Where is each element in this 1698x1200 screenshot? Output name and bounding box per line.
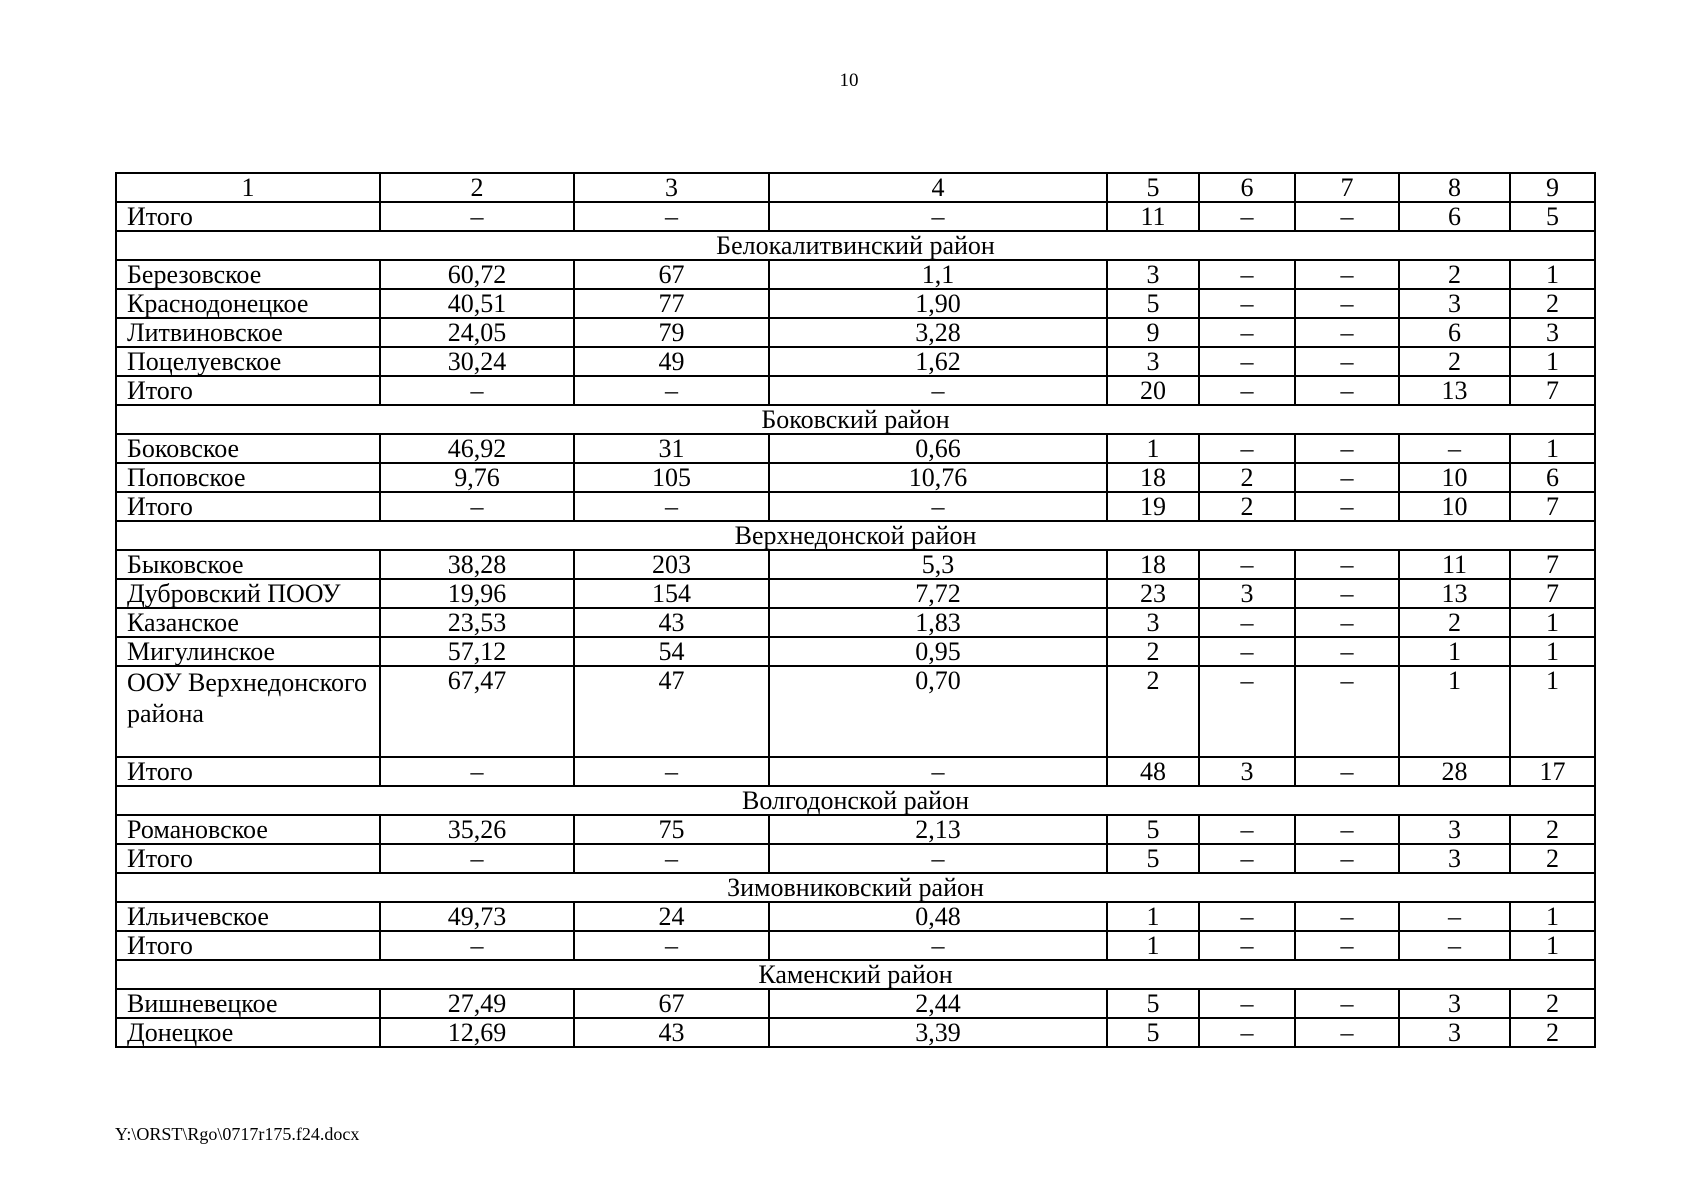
value-cell: –	[1199, 289, 1295, 318]
value-cell: –	[769, 202, 1107, 231]
value-cell: 2	[1107, 666, 1199, 757]
value-cell: 24,05	[380, 318, 574, 347]
value-cell: 18	[1107, 463, 1199, 492]
value-cell: 7	[1510, 376, 1595, 405]
value-cell: –	[1199, 931, 1295, 960]
value-cell: –	[1199, 434, 1295, 463]
value-cell: 1	[1510, 434, 1595, 463]
table-row	[116, 815, 1595, 844]
value-cell: –	[1199, 1018, 1295, 1047]
value-cell: –	[380, 931, 574, 960]
settlement-name-cell: Поцелуевское	[116, 347, 380, 376]
value-cell: 35,26	[380, 815, 574, 844]
value-cell: 7,72	[769, 579, 1107, 608]
value-cell: 0,48	[769, 902, 1107, 931]
value-cell: –	[380, 492, 574, 521]
settlement-name-cell: Донецкое	[116, 1018, 380, 1047]
settlement-name-cell: Боковское	[116, 434, 380, 463]
value-cell: 49,73	[380, 902, 574, 931]
value-cell: –	[1295, 318, 1399, 347]
settlement-name-cell: Поповское	[116, 463, 380, 492]
value-cell: –	[1199, 902, 1295, 931]
value-cell: –	[380, 757, 574, 786]
value-cell: 31	[574, 434, 769, 463]
value-cell: 1,90	[769, 289, 1107, 318]
value-cell: 1	[1510, 902, 1595, 931]
column-number: 2	[380, 173, 574, 202]
value-cell: 1	[1107, 434, 1199, 463]
value-cell: 3	[1399, 289, 1510, 318]
value-cell: 9	[1107, 318, 1199, 347]
value-cell: 1	[1510, 666, 1595, 757]
value-cell: 1,83	[769, 608, 1107, 637]
settlement-name-cell: Вишневецкое	[116, 989, 380, 1018]
table-row	[116, 844, 1595, 873]
settlement-name-cell: Литвиновское	[116, 318, 380, 347]
value-cell: 11	[1399, 550, 1510, 579]
column-number: 5	[1107, 173, 1199, 202]
value-cell: 23	[1107, 579, 1199, 608]
value-cell: 40,51	[380, 289, 574, 318]
value-cell: 11	[1107, 202, 1199, 231]
value-cell: 1	[1510, 347, 1595, 376]
value-cell: 67,47	[380, 666, 574, 757]
value-cell: –	[1295, 902, 1399, 931]
value-cell: –	[1295, 637, 1399, 666]
table-row	[116, 550, 1595, 579]
value-cell: –	[1295, 1018, 1399, 1047]
value-cell: 1,1	[769, 260, 1107, 289]
table-row	[116, 902, 1595, 931]
value-cell: 2	[1199, 463, 1295, 492]
data-table	[115, 172, 1596, 1048]
value-cell: 3,39	[769, 1018, 1107, 1047]
value-cell: 1	[1510, 608, 1595, 637]
value-cell: 43	[574, 608, 769, 637]
value-cell: –	[574, 931, 769, 960]
value-cell: 5,3	[769, 550, 1107, 579]
column-number: 7	[1295, 173, 1399, 202]
value-cell: 28	[1399, 757, 1510, 786]
settlement-name-cell: Итого	[116, 757, 380, 786]
value-cell: –	[380, 376, 574, 405]
value-cell: –	[769, 376, 1107, 405]
table-row	[116, 637, 1595, 666]
value-cell: 1	[1399, 637, 1510, 666]
value-cell: –	[1199, 202, 1295, 231]
value-cell: 5	[1107, 1018, 1199, 1047]
value-cell: 9,76	[380, 463, 574, 492]
value-cell: 60,72	[380, 260, 574, 289]
value-cell: 2,44	[769, 989, 1107, 1018]
settlement-name-cell: Дубровский ПООУ	[116, 579, 380, 608]
value-cell: 3,28	[769, 318, 1107, 347]
page-number: 10	[839, 70, 859, 91]
value-cell: –	[1295, 757, 1399, 786]
settlement-name-cell: Березовское	[116, 260, 380, 289]
value-cell: –	[1199, 318, 1295, 347]
table-row	[116, 608, 1595, 637]
value-cell: –	[1295, 376, 1399, 405]
value-cell: –	[574, 376, 769, 405]
value-cell: –	[574, 757, 769, 786]
value-cell: –	[1295, 579, 1399, 608]
column-number: 4	[769, 173, 1107, 202]
value-cell: 48	[1107, 757, 1199, 786]
value-cell: 3	[1199, 757, 1295, 786]
value-cell: 38,28	[380, 550, 574, 579]
table-row	[116, 376, 1595, 405]
value-cell: 2	[1510, 815, 1595, 844]
value-cell: 79	[574, 318, 769, 347]
footer-file-path: Y:\ORST\Rgo\0717r175.f24.docx	[115, 1124, 360, 1144]
value-cell: –	[1399, 434, 1510, 463]
table-row	[116, 492, 1595, 521]
settlement-name-cell: Итого	[116, 844, 380, 873]
table-row	[116, 579, 1595, 608]
value-cell: –	[1199, 989, 1295, 1018]
value-cell: 2	[1399, 260, 1510, 289]
value-cell: 6	[1399, 202, 1510, 231]
value-cell: 5	[1107, 844, 1199, 873]
value-cell: 2	[1510, 1018, 1595, 1047]
value-cell: 5	[1107, 989, 1199, 1018]
value-cell: 24	[574, 902, 769, 931]
value-cell: –	[1295, 989, 1399, 1018]
data-table-container	[115, 172, 1594, 1048]
settlement-name-cell: Казанское	[116, 608, 380, 637]
value-cell: 7	[1510, 550, 1595, 579]
value-cell: 13	[1399, 579, 1510, 608]
value-cell: –	[1199, 637, 1295, 666]
value-cell: 2	[1510, 844, 1595, 873]
table-row	[116, 757, 1595, 786]
value-cell: 1	[1510, 260, 1595, 289]
value-cell: –	[769, 492, 1107, 521]
table-body	[116, 173, 1595, 1047]
settlement-name-cell: Итого	[116, 202, 380, 231]
value-cell: 3	[1107, 260, 1199, 289]
column-number: 8	[1399, 173, 1510, 202]
value-cell: –	[1399, 902, 1510, 931]
district-title: Волгодонской район	[116, 786, 1595, 815]
value-cell: 1	[1107, 902, 1199, 931]
value-cell: –	[1295, 260, 1399, 289]
value-cell: 0,95	[769, 637, 1107, 666]
value-cell: –	[769, 757, 1107, 786]
settlement-name-cell: Итого	[116, 376, 380, 405]
district-title: Боковский район	[116, 405, 1595, 434]
value-cell: 3	[1510, 318, 1595, 347]
value-cell: 1	[1399, 666, 1510, 757]
settlement-name-cell: ООУ Верхнедонского района	[116, 666, 380, 757]
settlement-name-cell: Быковское	[116, 550, 380, 579]
value-cell: 10	[1399, 492, 1510, 521]
value-cell: 7	[1510, 492, 1595, 521]
value-cell: 57,12	[380, 637, 574, 666]
table-row	[116, 260, 1595, 289]
value-cell: 20	[1107, 376, 1199, 405]
column-number: 1	[116, 173, 380, 202]
value-cell: 19,96	[380, 579, 574, 608]
value-cell: –	[1199, 608, 1295, 637]
value-cell: –	[380, 202, 574, 231]
value-cell: –	[1295, 608, 1399, 637]
value-cell: 12,69	[380, 1018, 574, 1047]
value-cell: –	[1199, 666, 1295, 757]
value-cell: –	[1199, 844, 1295, 873]
value-cell: –	[1295, 492, 1399, 521]
value-cell: 0,70	[769, 666, 1107, 757]
value-cell: –	[1199, 815, 1295, 844]
table-row	[116, 931, 1595, 960]
value-cell: 3	[1399, 844, 1510, 873]
value-cell: 2	[1199, 492, 1295, 521]
value-cell: –	[769, 931, 1107, 960]
table-row	[116, 989, 1595, 1018]
value-cell: 203	[574, 550, 769, 579]
table-row	[116, 434, 1595, 463]
value-cell: 18	[1107, 550, 1199, 579]
table-row	[116, 347, 1595, 376]
value-cell: 67	[574, 989, 769, 1018]
value-cell: –	[1295, 202, 1399, 231]
value-cell: 6	[1510, 463, 1595, 492]
table-header-row	[116, 173, 1595, 202]
value-cell: 27,49	[380, 989, 574, 1018]
table-row	[116, 1018, 1595, 1047]
value-cell: 43	[574, 1018, 769, 1047]
value-cell: –	[1295, 347, 1399, 376]
settlement-name-cell: Романовское	[116, 815, 380, 844]
value-cell: 5	[1510, 202, 1595, 231]
value-cell: 3	[1199, 579, 1295, 608]
value-cell: 154	[574, 579, 769, 608]
value-cell: 75	[574, 815, 769, 844]
value-cell: 10,76	[769, 463, 1107, 492]
value-cell: 1	[1107, 931, 1199, 960]
value-cell: –	[1295, 844, 1399, 873]
section-header-row	[116, 873, 1595, 902]
section-header-row	[116, 231, 1595, 260]
value-cell: 77	[574, 289, 769, 318]
section-header-row	[116, 521, 1595, 550]
value-cell: –	[1199, 550, 1295, 579]
value-cell: –	[1199, 260, 1295, 289]
settlement-name-cell: Мигулинское	[116, 637, 380, 666]
section-header-row	[116, 405, 1595, 434]
value-cell: 19	[1107, 492, 1199, 521]
settlement-name-cell: Краснодонецкое	[116, 289, 380, 318]
value-cell: 2	[1510, 289, 1595, 318]
value-cell: 7	[1510, 579, 1595, 608]
value-cell: 3	[1107, 347, 1199, 376]
value-cell: 3	[1399, 989, 1510, 1018]
table-row	[116, 463, 1595, 492]
value-cell: –	[1399, 931, 1510, 960]
district-title: Белокалитвинский район	[116, 231, 1595, 260]
value-cell: 67	[574, 260, 769, 289]
value-cell: –	[1295, 666, 1399, 757]
table-row	[116, 666, 1595, 757]
section-header-row	[116, 960, 1595, 989]
table-row	[116, 289, 1595, 318]
value-cell: 3	[1399, 1018, 1510, 1047]
value-cell: 5	[1107, 289, 1199, 318]
value-cell: 3	[1107, 608, 1199, 637]
value-cell: 10	[1399, 463, 1510, 492]
value-cell: –	[574, 844, 769, 873]
value-cell: 30,24	[380, 347, 574, 376]
value-cell: –	[1295, 289, 1399, 318]
value-cell: 49	[574, 347, 769, 376]
value-cell: 2,13	[769, 815, 1107, 844]
value-cell: 2	[1399, 608, 1510, 637]
value-cell: –	[574, 492, 769, 521]
value-cell: 0,66	[769, 434, 1107, 463]
settlement-name-cell: Итого	[116, 492, 380, 521]
value-cell: –	[1295, 463, 1399, 492]
column-number: 3	[574, 173, 769, 202]
value-cell: 105	[574, 463, 769, 492]
value-cell: 2	[1510, 989, 1595, 1018]
value-cell: –	[574, 202, 769, 231]
value-cell: 13	[1399, 376, 1510, 405]
value-cell: 17	[1510, 757, 1595, 786]
value-cell: 2	[1399, 347, 1510, 376]
district-title: Каменский район	[116, 960, 1595, 989]
value-cell: 1	[1510, 931, 1595, 960]
section-header-row	[116, 786, 1595, 815]
value-cell: 6	[1399, 318, 1510, 347]
value-cell: 1,62	[769, 347, 1107, 376]
table-row	[116, 318, 1595, 347]
district-title: Зимовниковский район	[116, 873, 1595, 902]
value-cell: –	[1295, 434, 1399, 463]
value-cell: –	[1295, 815, 1399, 844]
value-cell: –	[1295, 550, 1399, 579]
column-number: 6	[1199, 173, 1295, 202]
table-row	[116, 202, 1595, 231]
value-cell: 23,53	[380, 608, 574, 637]
value-cell: 3	[1399, 815, 1510, 844]
value-cell: 5	[1107, 815, 1199, 844]
value-cell: –	[769, 844, 1107, 873]
value-cell: –	[380, 844, 574, 873]
value-cell: 1	[1510, 637, 1595, 666]
settlement-name-cell: Итого	[116, 931, 380, 960]
settlement-name-cell: Ильичевское	[116, 902, 380, 931]
value-cell: –	[1199, 376, 1295, 405]
value-cell: 54	[574, 637, 769, 666]
district-title: Верхнедонской район	[116, 521, 1595, 550]
column-number: 9	[1510, 173, 1595, 202]
value-cell: –	[1199, 347, 1295, 376]
value-cell: 2	[1107, 637, 1199, 666]
value-cell: 46,92	[380, 434, 574, 463]
value-cell: –	[1295, 931, 1399, 960]
value-cell: 47	[574, 666, 769, 757]
